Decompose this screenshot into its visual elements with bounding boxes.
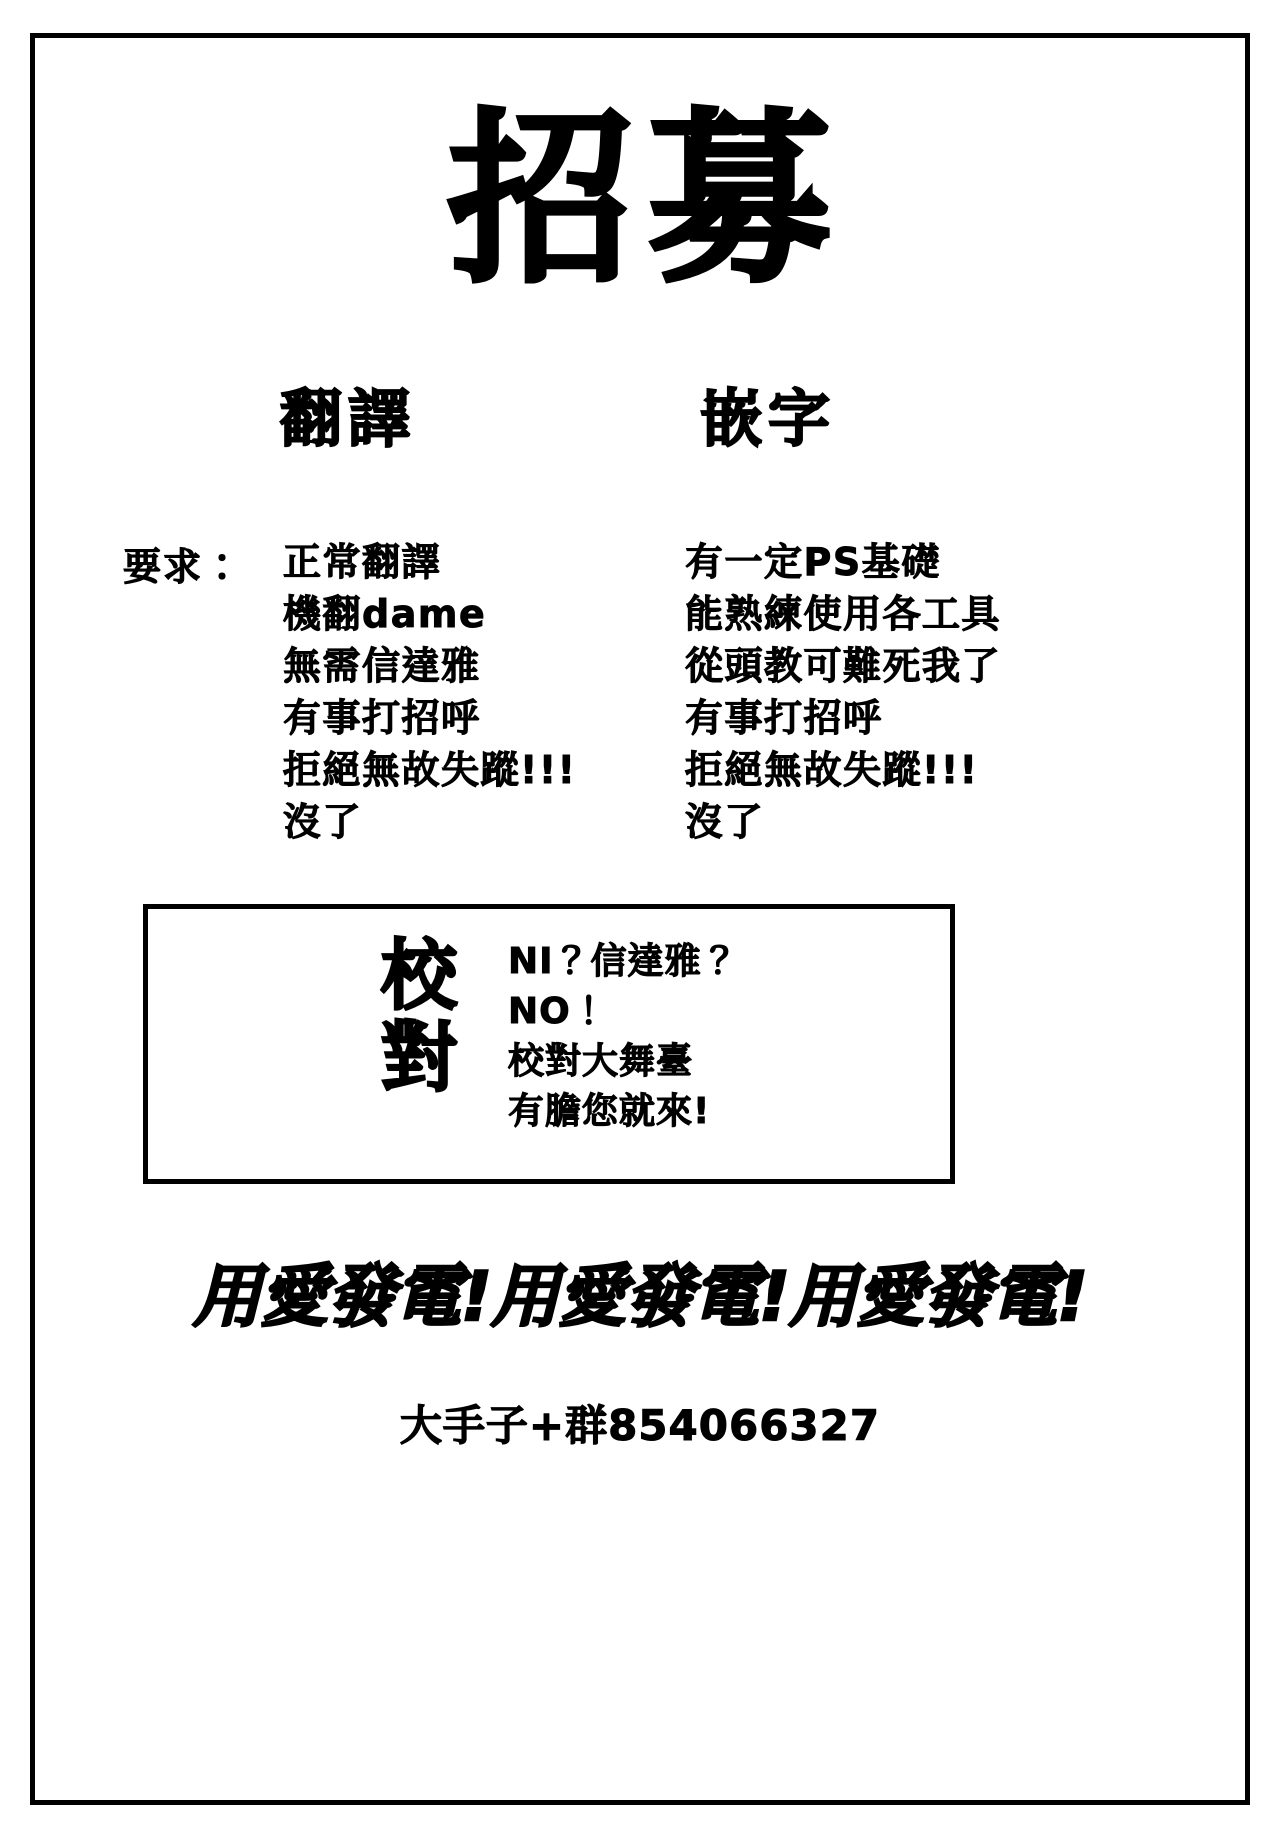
list-item: 沒了	[685, 800, 765, 844]
list-item: 能熟練使用各工具	[685, 592, 1002, 636]
slogan-text: 用愛發電!用愛發電!用愛發電!	[192, 1258, 1088, 1337]
list-item: 拒絕無故失蹤!!!	[283, 748, 577, 792]
list-item: 校對大舞臺	[508, 1041, 694, 1082]
list-item: 無需信達雅	[283, 644, 481, 688]
proofreading-label: 校對	[381, 931, 457, 1102]
page-title: 招募	[448, 92, 846, 308]
list-item: NO！	[508, 991, 608, 1032]
list-item: 有膽您就來!	[508, 1091, 711, 1132]
requirements-list-translation	[283, 536, 577, 848]
list-item: 有事打招呼	[685, 696, 883, 740]
contact-info: 大手子+群854066327	[399, 1401, 881, 1450]
poster-content	[35, 38, 1245, 1800]
requirements-label: 要求：	[123, 545, 244, 589]
list-item: 正常翻譯	[283, 540, 442, 584]
role-title-translation: 翻譯	[280, 382, 417, 455]
list-item: 機翻dame	[283, 592, 487, 636]
proofreading-lines	[508, 937, 739, 1137]
list-item: 有事打招呼	[283, 696, 481, 740]
role-header-row	[35, 382, 1245, 468]
role-title-typesetting: 嵌字	[700, 382, 837, 455]
requirements-list-typesetting	[685, 536, 1001, 848]
poster-frame	[30, 33, 1250, 1805]
proofreading-box	[143, 904, 955, 1184]
list-item: 從頭教可難死我了	[685, 644, 1002, 688]
list-item: NI？信達雅？	[508, 941, 739, 982]
list-item: 有一定PS基礎	[685, 540, 941, 584]
list-item: 拒絕無故失蹤!!!	[685, 748, 979, 792]
list-item: 沒了	[283, 800, 363, 844]
